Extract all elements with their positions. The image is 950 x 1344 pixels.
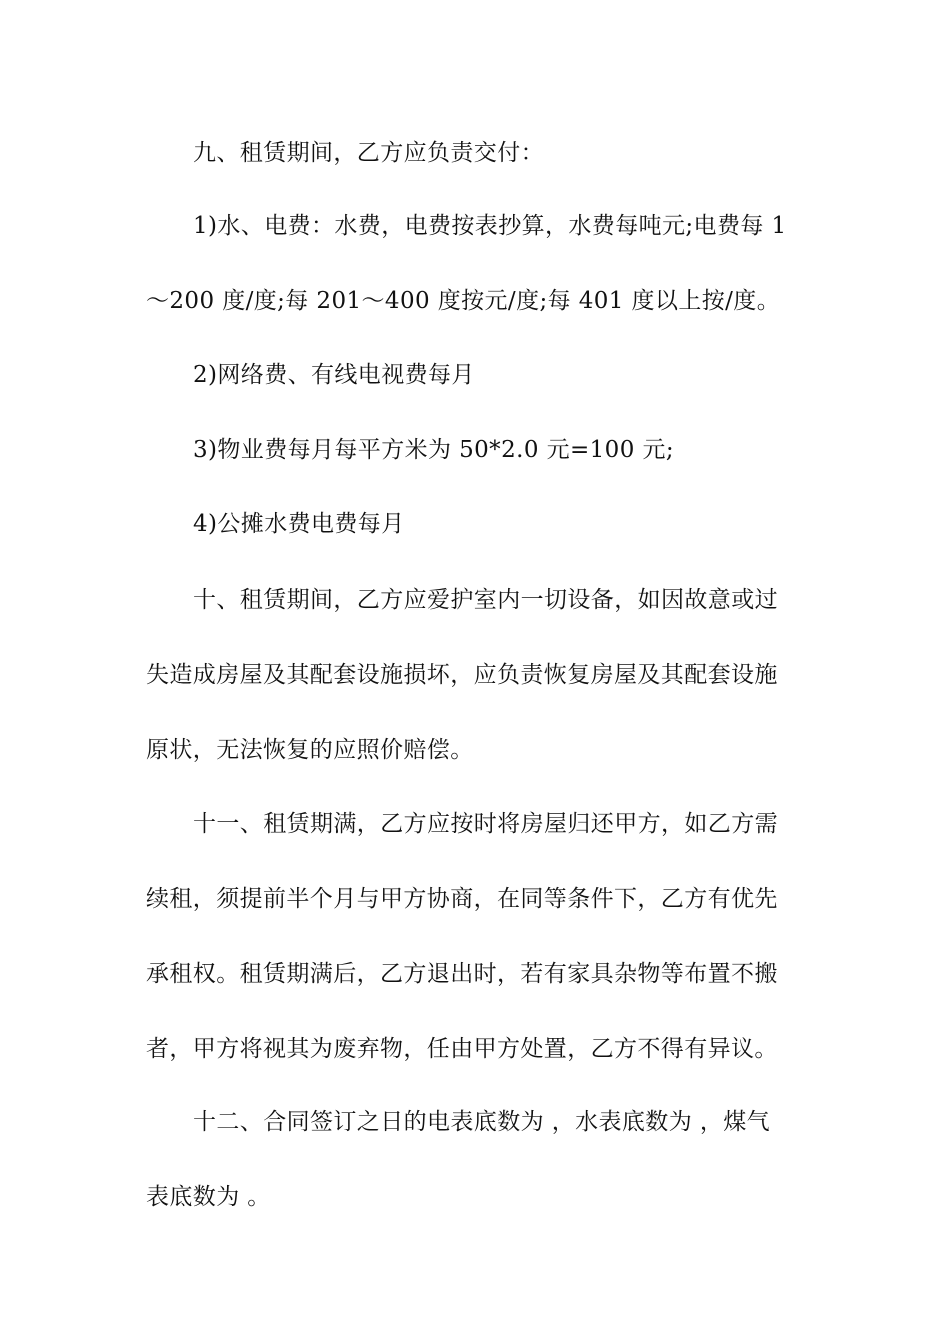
text-line: 者，甲方将视其为废弃物，任由甲方处置，乙方不得有异议。 xyxy=(146,1036,778,1062)
clause-9-item-2-network xyxy=(146,338,806,413)
text-line: 十一、租赁期满，乙方应按时将房屋归还甲方，如乙方需 xyxy=(193,811,778,837)
text-line: 十二、合同签订之日的电表底数为 ，水表底数为 ，煤气 xyxy=(193,1109,771,1135)
text-line: 九、租赁期间，乙方应负责交付： xyxy=(193,140,544,166)
clause-9-item-3-property-fee xyxy=(146,413,806,488)
clause-11 xyxy=(146,787,806,1087)
text-line: 表底数为 。 xyxy=(146,1184,271,1210)
text-line: 十、租赁期间，乙方应爱护室内一切设备，如因故意或过 xyxy=(193,587,778,613)
clause-10 xyxy=(146,563,806,788)
text-line: 续租，须提前半个月与甲方协商，在同等条件下，乙方有优先 xyxy=(146,886,778,912)
text-line: 3)物业费每月每平方米为 50*2.0 元=100 元; xyxy=(193,437,675,463)
clause-9-item-1-utilities xyxy=(146,189,806,339)
text-line: 原状，无法恢复的应照价赔偿。 xyxy=(146,737,474,763)
clause-12 xyxy=(146,1085,806,1235)
text-line: 2)网络费、有线电视费每月 xyxy=(193,362,475,388)
clause-9-heading xyxy=(146,116,806,191)
text-line: 4)公摊水费电费每月 xyxy=(193,511,405,537)
text-line: 1)水、电费：水费，电费按表抄算，水费每吨元;电费每 1 xyxy=(193,213,787,239)
clause-9-item-4-shared-fees xyxy=(146,487,806,562)
text-line: 失造成房屋及其配套设施损坏，应负责恢复房屋及其配套设施 xyxy=(146,662,778,688)
text-line: ～200 度/度;每 201～400 度按元/度;每 401 度以上按/度。 xyxy=(146,288,781,314)
text-line: 承租权。租赁期满后，乙方退出时，若有家具杂物等布置不搬 xyxy=(146,961,778,987)
